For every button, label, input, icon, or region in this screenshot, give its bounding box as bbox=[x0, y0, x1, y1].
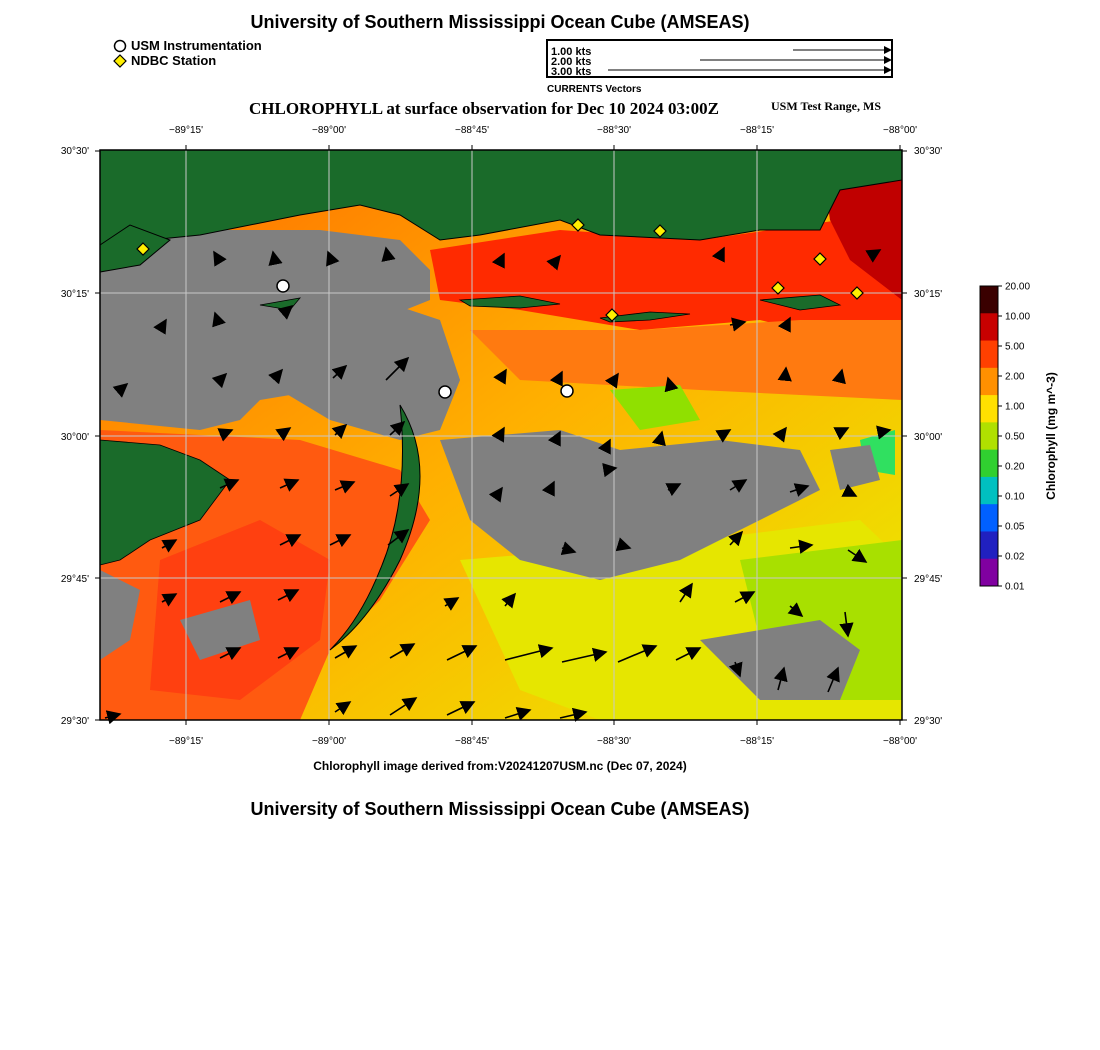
colorbar-swatch bbox=[980, 422, 998, 450]
colorbar-label: 0.02 bbox=[1005, 551, 1025, 563]
vector-scale-1: 1.00 kts bbox=[551, 46, 592, 58]
legend-usm-label: USM Instrumentation bbox=[131, 38, 262, 53]
colorbar-label: 1.00 bbox=[1005, 401, 1025, 413]
usm-instrument-marker bbox=[277, 280, 289, 292]
colorbar bbox=[980, 282, 1058, 593]
y-tick-label: 30°00' bbox=[914, 432, 943, 443]
y-tick-label: 30°15' bbox=[60, 289, 89, 300]
colorbar-swatches bbox=[980, 286, 998, 587]
map-frame bbox=[61, 125, 942, 747]
y-tick-label: 29°45' bbox=[60, 574, 89, 585]
colorbar-labels bbox=[998, 282, 1030, 593]
colorbar-swatch bbox=[980, 504, 998, 532]
colorbar-swatch bbox=[980, 341, 998, 369]
y-tick-label: 30°30' bbox=[60, 146, 89, 157]
x-tick-label: −88°30' bbox=[597, 125, 631, 136]
usm-instrument-marker bbox=[439, 386, 451, 398]
y-tick-labels-right bbox=[914, 146, 942, 727]
y-tick-labels-left bbox=[61, 146, 89, 727]
colorbar-title: Chlorophyll (mg m^-3) bbox=[1044, 372, 1058, 500]
colorbar-label: 5.00 bbox=[1005, 341, 1025, 353]
range-name: USM Test Range, MS bbox=[771, 99, 882, 113]
colorbar-swatch bbox=[980, 286, 998, 314]
x-tick-label: −88°45' bbox=[455, 125, 489, 136]
x-tick-label: −88°45' bbox=[455, 736, 489, 747]
colorbar-label: 0.05 bbox=[1005, 521, 1025, 533]
colorbar-label: 0.01 bbox=[1005, 581, 1025, 593]
x-tick-label: −88°00' bbox=[883, 736, 917, 747]
y-tick-label: 30°30' bbox=[914, 146, 943, 157]
colorbar-swatch bbox=[980, 395, 998, 423]
y-tick-label: 29°30' bbox=[60, 716, 89, 727]
x-tick-label: −89°00' bbox=[312, 736, 346, 747]
colorbar-swatch bbox=[980, 368, 998, 396]
source-note: Chlorophyll image derived from:V20241207USM.nc (Dec 07, 2024) bbox=[313, 759, 687, 773]
colorbar-swatch bbox=[980, 450, 998, 478]
y-tick-label: 29°45' bbox=[914, 574, 943, 585]
legend-ndbc-label: NDBC Station bbox=[131, 53, 217, 68]
x-tick-label: −88°15' bbox=[740, 736, 774, 747]
usm-instrument-marker bbox=[561, 385, 573, 397]
colorbar-swatch bbox=[980, 477, 998, 505]
vector-scale-2: 2.00 kts bbox=[551, 56, 592, 68]
page-title: University of Southern Mississippi Ocean Cube (AMSEAS) bbox=[250, 12, 750, 32]
x-tick-label: −89°15' bbox=[169, 125, 203, 136]
colorbar-label: 0.10 bbox=[1005, 491, 1025, 503]
colorbar-label: 0.50 bbox=[1005, 431, 1025, 443]
colorbar-label: 2.00 bbox=[1005, 371, 1025, 383]
colorbar-swatch bbox=[980, 313, 998, 341]
x-tick-label: −88°00' bbox=[883, 125, 917, 136]
x-tick-label: −89°15' bbox=[169, 736, 203, 747]
x-tick-label: −89°00' bbox=[312, 125, 346, 136]
y-tick-label: 30°00' bbox=[60, 432, 89, 443]
colorbar-swatch bbox=[980, 531, 998, 559]
vector-scale-3: 3.00 kts bbox=[551, 66, 592, 78]
colorbar-label: 0.20 bbox=[1005, 461, 1025, 473]
vector-caption: CURRENTS Vectors bbox=[547, 84, 642, 95]
colorbar-label: 20.00 bbox=[1005, 281, 1031, 293]
x-tick-labels-top bbox=[169, 125, 917, 136]
y-tick-label: 30°15' bbox=[914, 289, 943, 300]
x-tick-label: −88°15' bbox=[740, 125, 774, 136]
bottom-title: University of Southern Mississippi Ocean Cube (AMSEAS) bbox=[250, 799, 750, 819]
x-tick-labels-bottom bbox=[169, 736, 917, 747]
colorbar-label: 10.00 bbox=[1005, 311, 1031, 323]
map-subtitle: CHLOROPHYLL at surface observation for Dec 10 2024 03:00Z bbox=[249, 99, 719, 118]
colorbar-swatch bbox=[980, 559, 998, 587]
y-tick-label: 29°30' bbox=[914, 716, 943, 727]
x-tick-label: −88°30' bbox=[597, 736, 631, 747]
